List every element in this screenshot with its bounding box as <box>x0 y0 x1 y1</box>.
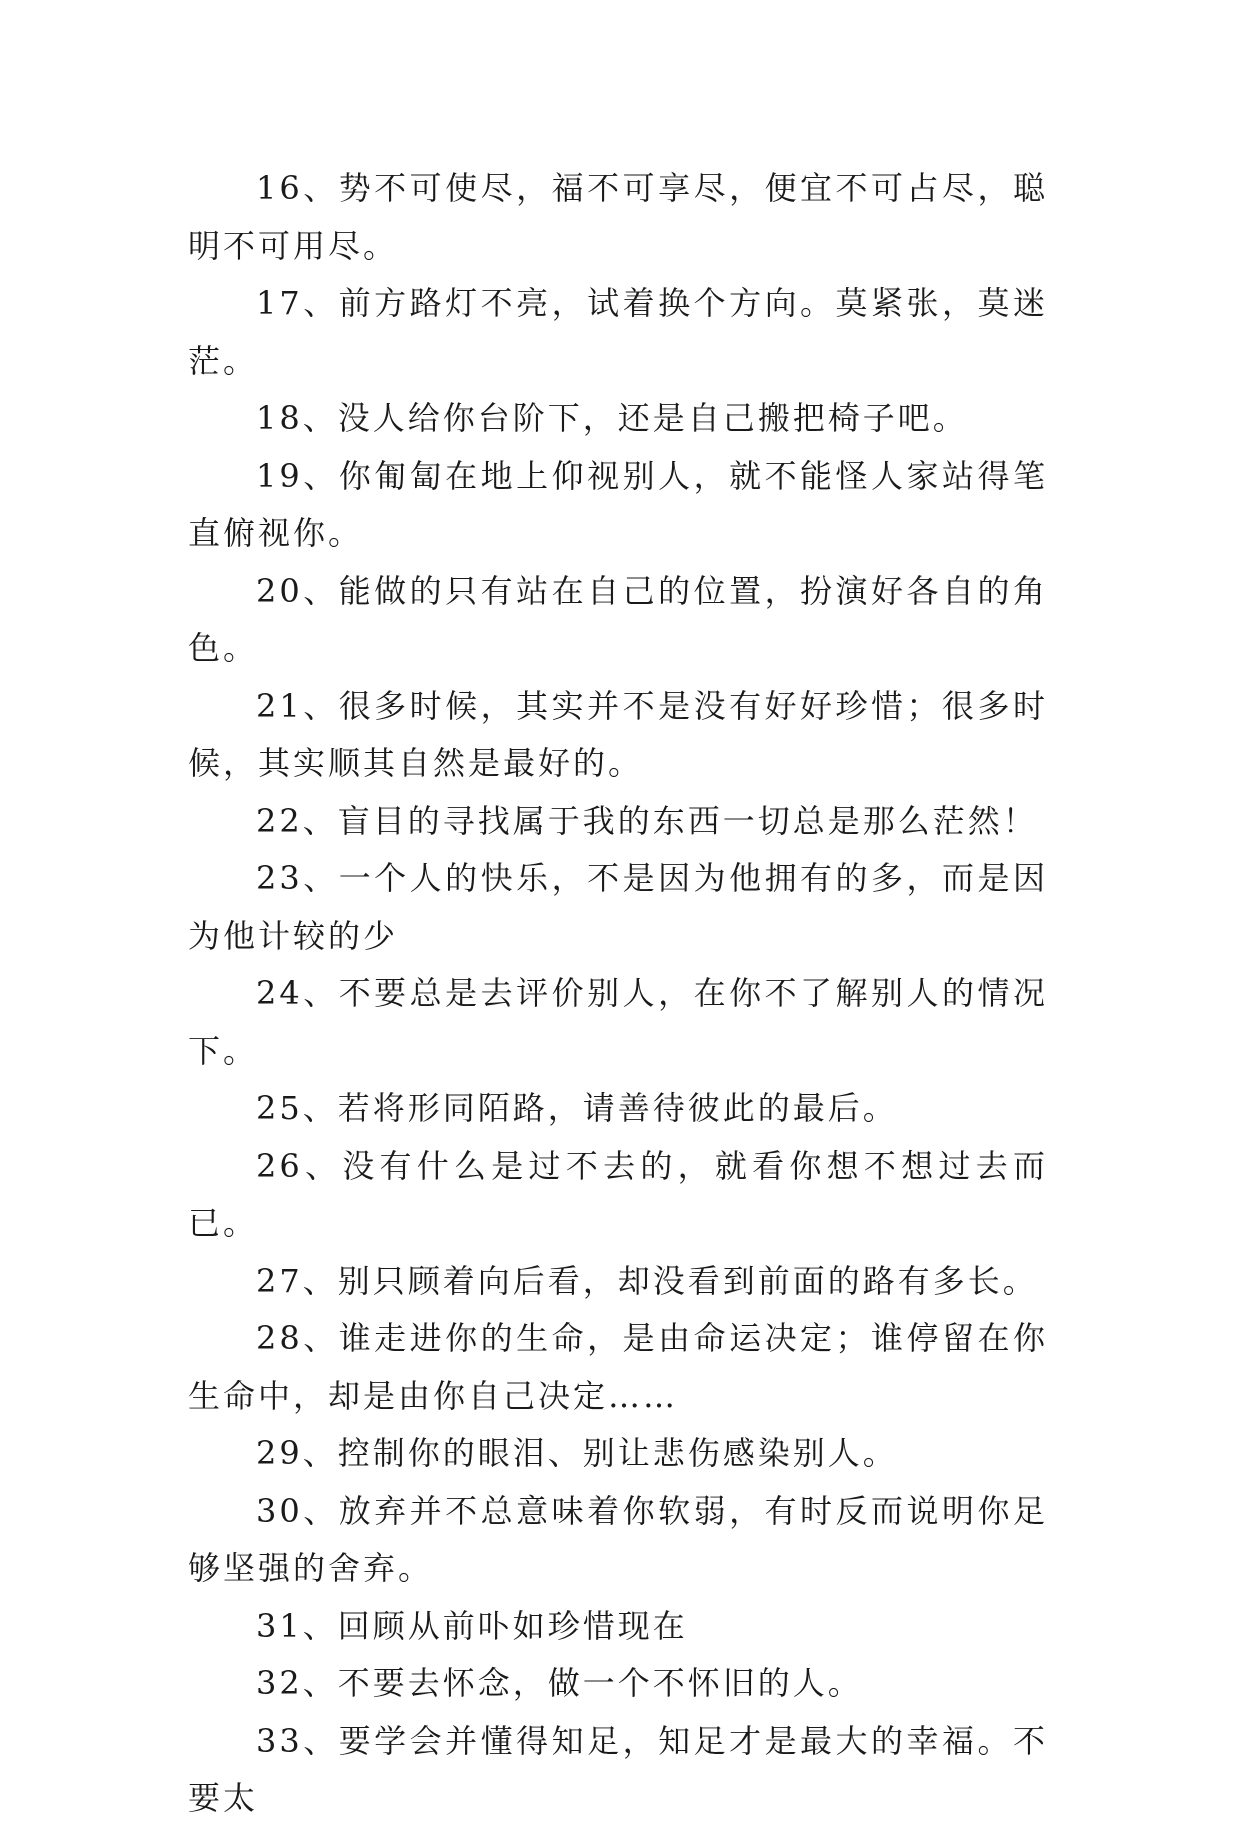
paragraph-31: 31、回顾从前卟如珍惜现在 <box>256 1606 688 1645</box>
paragraph-28: 28、谁走进你的生命，是由命运决定；谁停留在你生命中，却是由你自己决定…… <box>188 1319 1048 1415</box>
paragraph-22: 22、盲目的寻找属于我的东西一切总是那么茫然！ <box>256 801 1038 840</box>
paragraph-17: 17、前方路灯不亮，试着换个方向。莫紧张，莫迷茫。 <box>188 284 1048 380</box>
paragraph-32: 32、不要去怀念，做一个不怀旧的人。 <box>256 1664 863 1702</box>
paragraph-26: 26、没有什么是过不去的，就看你想不想过去而已。 <box>188 1146 1048 1242</box>
paragraph-21: 21、很多时候，其实并不是没有好好珍惜；很多时候，其实顺其自然是最好的。 <box>188 686 1048 782</box>
document-body <box>188 160 1048 1828</box>
paragraph-30: 30、放弃并不总意味着你软弱，有时反而说明你足够坚强的舍弃。 <box>188 1491 1048 1587</box>
paragraph-20: 20、能做的只有站在自己的位置，扮演好各自的角色。 <box>188 571 1048 667</box>
paragraph-25: 25、若将形同陌路，请善待彼此的最后。 <box>256 1089 898 1127</box>
paragraph-18: 18、没人给你台阶下，还是自己搬把椅子吧。 <box>256 399 968 437</box>
paragraph-33: 33、要学会并懂得知足，知足才是最大的幸福。不要太 <box>188 1721 1048 1817</box>
paragraph-23: 23、一个人的快乐，不是因为他拥有的多，而是因为他计较的少 <box>188 859 1048 955</box>
paragraph-16: 16、势不可使尽，福不可享尽，便宜不可占尽，聪明不可用尽。 <box>188 169 1048 265</box>
paragraph-19: 19、你匍匐在地上仰视别人，就不能怪人家站得笔直俯视你。 <box>188 456 1048 552</box>
paragraph-24: 24、不要总是去评价别人，在你不了解别人的情况下。 <box>188 974 1048 1070</box>
paragraph-27: 27、别只顾着向后看，却没看到前面的路有多长。 <box>256 1261 1038 1300</box>
paragraph-29: 29、控制你的眼泪、别让悲伤感染别人。 <box>256 1434 898 1472</box>
